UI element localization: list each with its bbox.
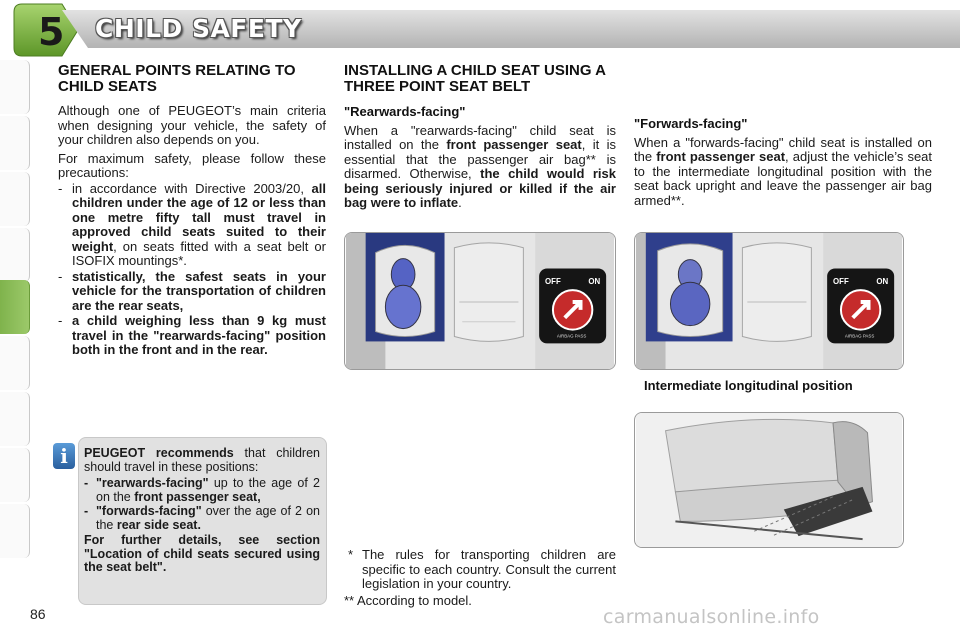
chapter-tab-1[interactable] — [0, 60, 30, 114]
watermark: carmanualsonline.info — [603, 606, 820, 628]
chapter-tab-8[interactable] — [0, 448, 30, 502]
airbag-on-label: ON — [588, 277, 601, 287]
recommendation-box: PEUGEOT recommends that children should travel in these positions: - "rearwards-facing" up to the age of 2 on the front passenger seat, - "forwards-facing" over the age of 2 on the rear side seat. For further details, see section "Location of child seats secured using the seat belt". — [78, 437, 327, 605]
chapter-tab-2[interactable] — [0, 116, 30, 170]
airbag-on-label: ON — [876, 277, 889, 287]
chapter-tab-4[interactable] — [0, 228, 30, 282]
left-column — [58, 63, 326, 359]
page-number: 86 — [30, 606, 46, 622]
chapter-tab-strip — [0, 60, 30, 580]
precautions-list — [58, 182, 326, 358]
right-column — [634, 117, 932, 208]
forwards-seat-illustration — [634, 232, 904, 370]
footnotes — [344, 548, 616, 608]
page-title: CHILD SAFETY — [95, 14, 302, 43]
info-icon: i — [53, 443, 75, 469]
chapter-tab-9[interactable] — [0, 504, 30, 558]
airbag-off-label: OFF — [545, 277, 561, 287]
list-item: - "rearwards-facing" up to the age of 2 on the front passenger seat, — [84, 477, 320, 504]
forwards-paragraph: When a "forwards-facing" child seat is installed on the front passenger seat, adjust the vehicle’s seat to the intermediate longitudinal position with the seat back upright and leave the passenger air bag armed**. — [634, 134, 933, 208]
left-heading: GENERAL POINTS RELATING TO CHILD SEATS — [58, 62, 296, 95]
footnote-1: * The rules for transporting children are specific to each country. Consult the current legislation in your country. — [348, 547, 616, 591]
info-footer: For further details, see section "Location of child seats secured using the seat belt". — [84, 533, 320, 574]
rearwards-seat-illustration — [344, 232, 616, 370]
chapter-tab-5-active[interactable] — [0, 280, 30, 334]
seat-side-illustration — [634, 412, 904, 548]
chapter-number: 5 — [38, 10, 65, 54]
chapter-tab-6[interactable] — [0, 336, 30, 390]
chapter-tab-3[interactable] — [0, 172, 30, 226]
airbag-sub-label: AIRBAG PASS — [844, 333, 875, 339]
forwards-subheading: "Forwards-facing" — [634, 116, 748, 131]
intro-paragraph-1: Although one of PEUGEOT’s main criteria when designing your vehicle, the safety of your children also depends on you. — [58, 103, 326, 147]
list-item: - "forwards-facing" over the age of 2 on the rear side seat. — [84, 505, 320, 532]
middle-heading: INSTALLING A CHILD SEAT USING A THREE POINT SEAT BELT — [344, 62, 606, 95]
footnote-2: ** According to model. — [344, 592, 472, 608]
rearwards-paragraph: When a "rearwards-facing" child seat is installed on the front passenger seat, it is essential that the passenger air bag** is disarmed. Otherwise, the child would risk being seriously injured or killed if the air bag were to inflate. — [344, 122, 616, 210]
middle-column — [344, 63, 616, 211]
list-item: - in accordance with Directive 2003/20, all children under the age of 12 or less than one metre fifty tall must travel in approved child seats suited to their weight, on seats fitted with a seat belt or ISOFIX mountings*. — [58, 182, 326, 269]
intermediate-position-caption: Intermediate longitudinal position — [644, 378, 853, 393]
list-item: - statistically, the safest seats in your vehicle for the transportation of children are the rear seats, — [58, 270, 326, 314]
airbag-off-label: OFF — [833, 277, 849, 287]
list-item: - a child weighing less than 9 kg must travel in the "rearwards-facing" position both in the front and in the rear. — [58, 314, 326, 358]
rearwards-subheading: "Rearwards-facing" — [344, 104, 466, 119]
airbag-sub-label: AIRBAG PASS — [556, 333, 587, 339]
chapter-tab-7[interactable] — [0, 392, 30, 446]
intro-paragraph-2: For maximum safety, please follow these precautions: — [58, 150, 326, 180]
